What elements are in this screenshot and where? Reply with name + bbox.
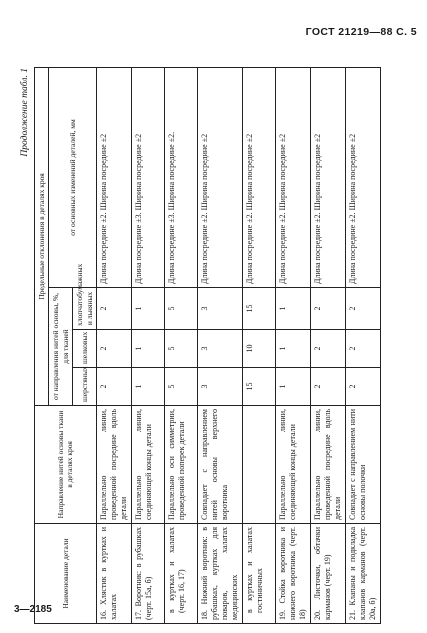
row-part-name: 19. Стойка воротника и нижнего воротника (черт. 18)	[275, 524, 310, 624]
row-wool: 15	[242, 368, 275, 406]
row-cotton: 15	[242, 288, 275, 330]
table-row	[164, 67, 197, 623]
row-wool: 2	[345, 368, 380, 406]
row-direction: Параллельно оси симметрии, проведенной поперек детали	[164, 406, 197, 524]
row-part-name: 20. Листочки, обтачки карманов (черт. 19)	[310, 524, 345, 624]
row-dimensions: Длина посредине ±2. Ширина посредине ±2	[197, 67, 242, 287]
table-row	[310, 67, 345, 623]
page-header: ГОСТ 21219—88 С. 5	[305, 26, 417, 38]
table-row	[197, 67, 242, 623]
row-wool: 1	[275, 368, 310, 406]
row-silk: 10	[242, 330, 275, 368]
row-dimensions: Длина посредине ±2. Ширина посредине ±2	[310, 67, 345, 287]
col-silk: шелковых	[73, 330, 97, 368]
row-cotton: 3	[197, 288, 242, 330]
row-part-name: 16. Хлястик в куртках и халатах	[96, 524, 131, 624]
row-silk: 2	[310, 330, 345, 368]
table-row	[345, 67, 380, 623]
row-dimensions: Длина посредине ±2. Ширина посредине ±2	[345, 67, 380, 287]
row-direction: Параллельно линии, проведенной посредине вдоль детали	[310, 406, 345, 524]
rotated-table-block	[20, 64, 408, 624]
row-cotton: 2	[310, 288, 345, 330]
row-part-name: 21. Клапаны и подкладка клапанов карманов (черт. 20а, б)	[345, 524, 380, 624]
row-silk: 2	[345, 330, 380, 368]
row-part-name: 18. Нижний воротник: в рубашках, куртках для поваров, халатах медицинских	[197, 524, 242, 624]
col-part-name: Наименование детали	[35, 524, 97, 624]
row-part-name: 17. Воротник: в рубашках (черт. 15а, б)	[131, 524, 164, 624]
row-cotton: 1	[131, 288, 164, 330]
row-direction	[242, 406, 275, 524]
row-direction: Совпадает с направлением нитей основы верхнего воротника	[197, 406, 242, 524]
row-part-name: в куртках и халатах гостиничных	[242, 524, 275, 624]
col-warp-direction: Направление нитей основы ткани в деталях кроя	[35, 406, 97, 524]
row-wool: 1	[131, 368, 164, 406]
col-cotton: хлопчатобумажных и льняных	[73, 288, 97, 330]
row-dimensions: Длина посредине ±2. Ширина посредине ±2	[275, 67, 310, 287]
deviation-table	[34, 67, 381, 624]
col-deviations-group: Предельные отклонения в деталях кроя	[35, 67, 49, 405]
row-silk: 1	[131, 330, 164, 368]
row-cotton: 2	[96, 288, 131, 330]
row-wool: 3	[197, 368, 242, 406]
row-wool: 5	[164, 368, 197, 406]
row-direction: Параллельно линии, проведенной посредине вдоль детали	[96, 406, 131, 524]
table-row	[96, 67, 131, 623]
table-row	[242, 67, 275, 623]
row-direction: Параллельно линии, соединяющей концы детали	[131, 406, 164, 524]
row-silk: 1	[275, 330, 310, 368]
row-dimensions: Длина посредине ±3. Ширина посредине ±2.	[164, 67, 197, 287]
row-silk: 3	[197, 330, 242, 368]
row-direction: Совпадает с направлением нити основы полочки	[345, 406, 380, 524]
row-cotton: 2	[345, 288, 380, 330]
col-dimensions: от основных изменений деталей, мм	[49, 67, 97, 287]
table-continuation-label: Продолжение табл. 1	[20, 68, 30, 157]
table-row	[275, 67, 310, 623]
row-wool: 2	[310, 368, 345, 406]
row-silk: 5	[164, 330, 197, 368]
row-cotton: 1	[275, 288, 310, 330]
row-dimensions: Длина посредине ±2. Ширина посредине ±2	[242, 67, 275, 287]
page-footer: 3—2185	[14, 604, 52, 615]
col-wool: шерстяных	[73, 368, 97, 406]
table-row	[131, 67, 164, 623]
row-wool: 2	[96, 368, 131, 406]
row-direction: Параллельно линии, соединяющей концы детали	[275, 406, 310, 524]
col-warp-subgroup: от направления нитей основы, %, для тканей	[49, 288, 73, 406]
row-dimensions: Длина посредине ±3. Ширина посредине ±2	[131, 67, 164, 287]
row-silk: 2	[96, 330, 131, 368]
row-part-name: в куртках и халатах (черт. 16, 17)	[164, 524, 197, 624]
row-cotton: 5	[164, 288, 197, 330]
row-dimensions: Длина посредине ±2. Ширина посредине ±2	[96, 67, 131, 287]
